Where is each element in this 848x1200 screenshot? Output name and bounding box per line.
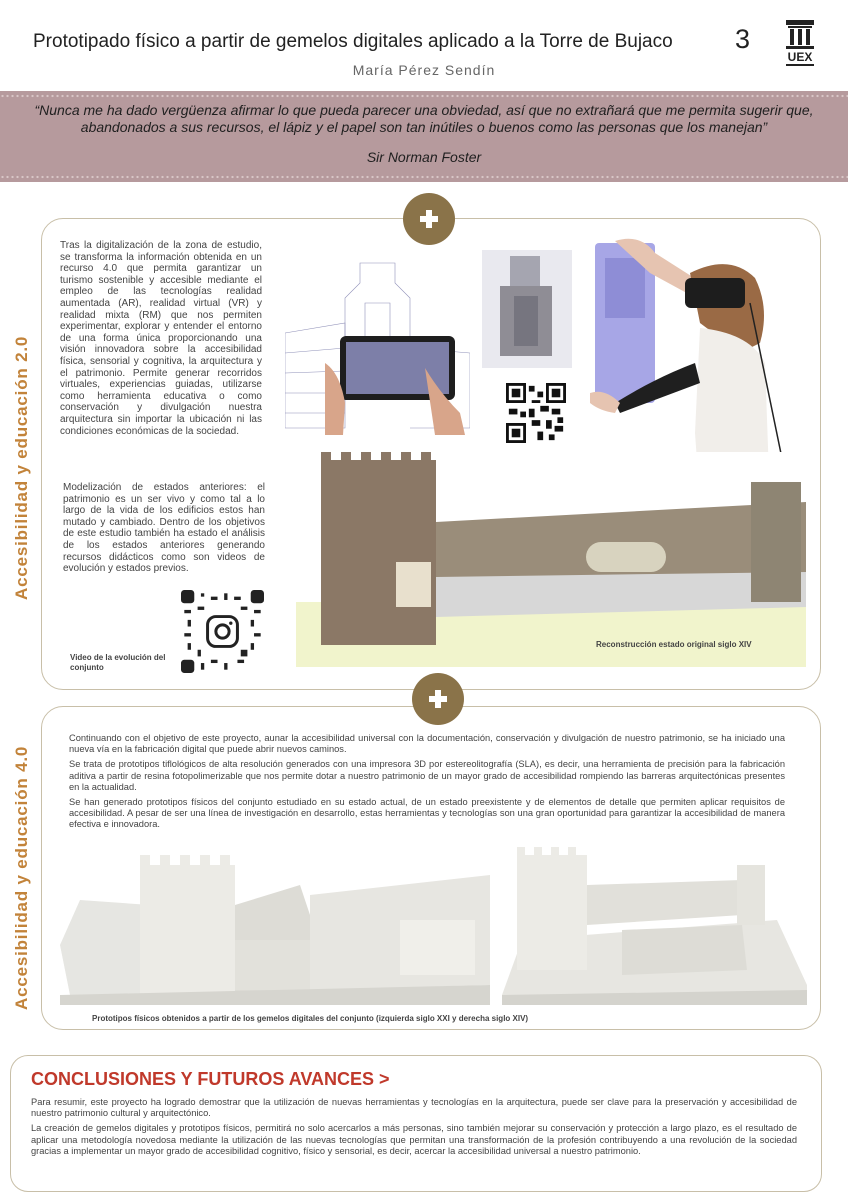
- section2-paragraph: Se han generado prototipos físicos del conjunto estudiado en su estado actual, de un estado preexistente y de elementos de detalle que permiten aplicar requisitos de accesibilidad. A pesar de ser una línea de investigación en desarrollo, estas herramientas y tecnologías son una gran oportunidad para garantizar la accesibilidad de manera efectiva e innovadora.: [69, 797, 785, 830]
- section1-paragraph2: Modelización de estados anteriores: el patrimonio es un ser vivo y como tal a lo largo de la vida de los edificios estos han mutado y cambiado. Dentro de los objetivos de este estudio también ha estado el análisis de los estados anteriores generando recursos didácticos como son videos de evolución y estados previos.: [63, 482, 265, 575]
- page-title: Prototipado físico a partir de gemelos digitales aplicado a la Torre de Bujaco: [33, 31, 673, 52]
- instagram-qr-code[interactable]: [181, 590, 264, 673]
- section-label-4-0: Accesibilidad y educación 4.0: [12, 745, 31, 1010]
- conclusions-text: [31, 1097, 797, 1161]
- conclusions-paragraph: La creación de gemelos digitales y prototipos físicos, permitirá no solo acercarlos a más personas, sino también mejorar su conservación y protección a largo plazo, es el resultado de aplicar una metodología novedosa mediante la utilización de las nuevas tecnologías que permitan una transformación de la profesión contribuyendo a una revolución de la sociedad gracias a implementar un mayor grado de accesibilidad cognitivo, físico y sensorial, es decir, acercar la accesibilidad universal a nuestro patrimonio.: [31, 1123, 797, 1156]
- dotted-border-bottom: [0, 175, 848, 179]
- pointcloud-image: [482, 250, 572, 368]
- section2-text: [69, 733, 785, 835]
- castle-reconstruction-image: [296, 452, 806, 667]
- conclusions-title: CONCLUSIONES Y FUTUROS AVANCES >: [31, 1069, 390, 1089]
- prototype-xiv-image: [502, 845, 807, 1005]
- section2-paragraph: Se trata de prototipos tiflológicos de alta resolución generados con una impresora 3D por estereolitografía (SLA), es decir, una herramienta de precisión para la fabricación aditiva a partir de resina fotopolimerizable que nos permite dotar a nuestro patrimonio de un mayor grado de accesibilidad rompiendo las barreras arquitectónicas presentes en la actualidad.: [69, 759, 785, 792]
- section2-paragraph: Continuando con el objetivo de este proyecto, aunar la accesibilidad universal con la documentación, conservación y divulgación de nuestro patrimonio, se ha iniciado una nueva vía en la fabricación digital que puede abrir nuevos caminos.: [69, 733, 785, 755]
- prototypes-caption: Prototipos físicos obtenidos a partir de los gemelos digitales del conjunto (izquierda siglo XXI y derecha siglo XIV): [92, 1014, 529, 1023]
- conclusions-paragraph: Para resumir, este proyecto ha logrado demostrar que la utilización de nuevas herramientas y tecnologías en la arquitectura, puede ser clave para la preservación y accesibilidad de nuestro patrimonio cultural y arquitectónico.: [31, 1097, 797, 1119]
- prototype-xxi-image: [60, 845, 490, 1005]
- author-name: María Pérez Sendín: [352, 62, 496, 78]
- dotted-border-top: [0, 94, 848, 98]
- university-logo: [784, 20, 816, 72]
- ar-tablet-image: [285, 253, 470, 436]
- video-caption: Video de la evolución del conjunto: [70, 653, 166, 672]
- quote-text: “Nunca me ha dado vergüenza afirmar lo que pueda parecer una obviedad, así que no extrañará que me permita sugerir que, abandonados a sus recursos, el lápiz y el papel son tan inútiles o buenos como las personas que los manejan”: [34, 102, 814, 135]
- plus-icon: [403, 193, 455, 245]
- plus-icon: [412, 673, 464, 725]
- quote-band: [0, 91, 848, 182]
- logo-text: UEX: [787, 50, 813, 64]
- page-number: 3: [735, 24, 751, 54]
- quote-author: Sir Norman Foster: [366, 149, 482, 165]
- section1-paragraph1: Tras la digitalización de la zona de estudio, se transforma la información obtenida en un recurso 4.0 que permita garantizar un turismo sostenible y accesible mediante el empleo de las tecnologías realidad aumentada (AR), realidad virtual (VR) y realidad mixta (RM) que nos permiten experimentar, explorar y entender el entorno de una forma única proporcionando una visión innovadora sobre la accesibilidad física, sensorial y cognitiva, la arquitectura y el patrimonio. Permite generar recorridos virtuales, experiencias guiadas, utilizarse como herramienta educativa o como conservación y divulgación nuestra arquitectura sin importar la ubicación ni las condiciones económicas de la sociedad.: [60, 240, 262, 437]
- instagram-icon: [208, 617, 238, 647]
- qr-code[interactable]: [506, 383, 566, 443]
- reconstruction-caption: Reconstrucción estado original siglo XIV: [596, 640, 752, 649]
- section-label-2-0: Accesibilidad y educación 2.0: [12, 335, 31, 600]
